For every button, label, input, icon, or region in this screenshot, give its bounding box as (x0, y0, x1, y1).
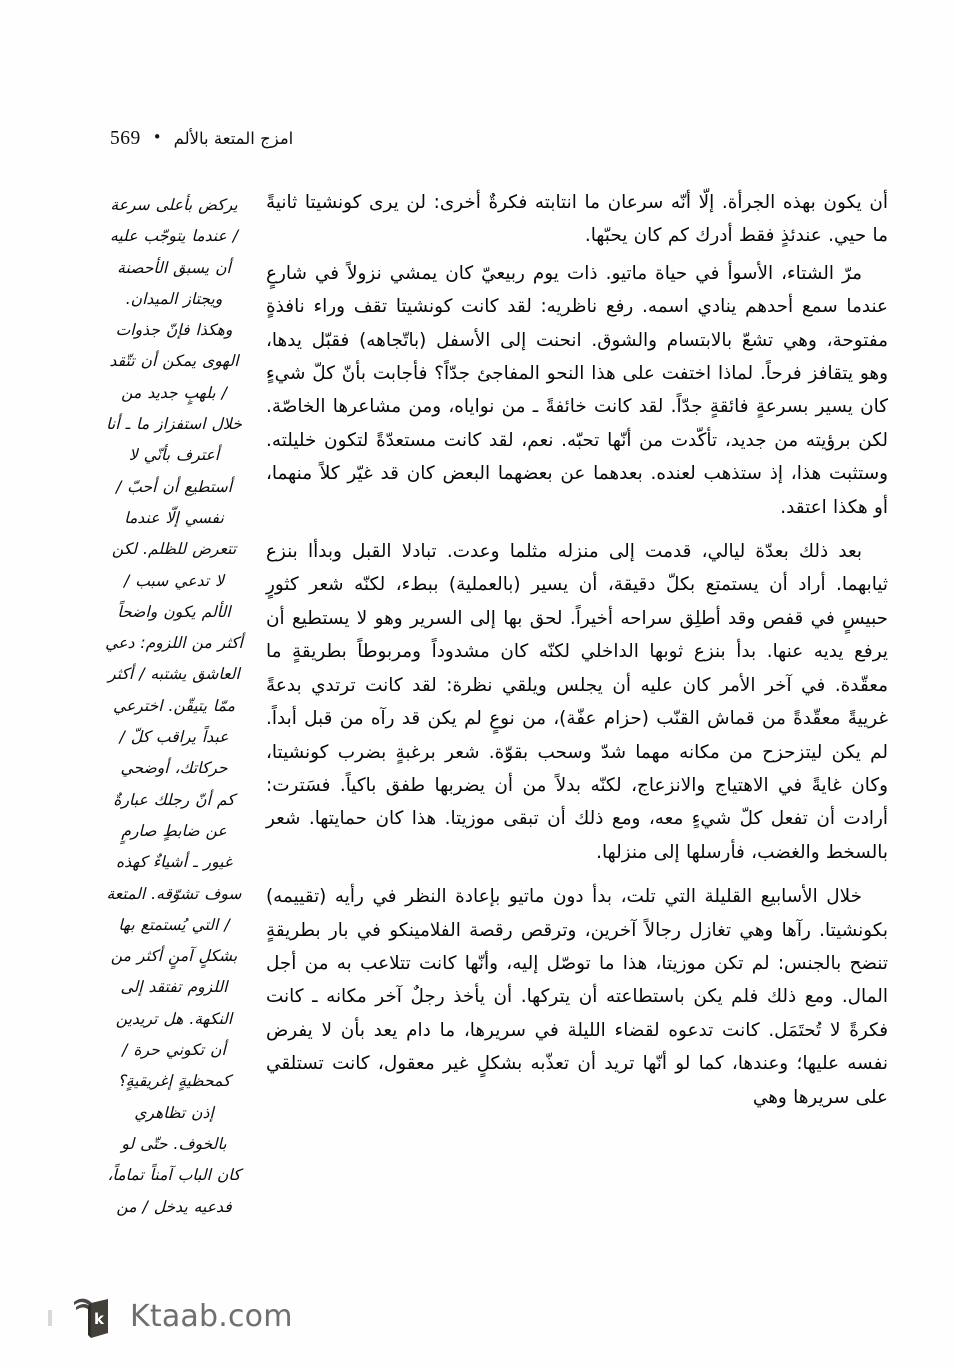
margin-line: / بلهبٍ جديد من (121, 383, 227, 402)
margin-line: غيور ـ أشياءٌ كهذه (115, 853, 233, 872)
paragraph: بعد ذلك بعدّة ليالي، قدمت إلى منزله مثلما وعدت. تبادلا القبل وبدأا بنزع ثيابهما. أراد أن يستمتع بكلّ دقيقة، أن يسير (بالعملية) ببطء، لكنّه شعر كثورٍ حبيسٍ في قفص وقد أطلِق سراحه أخيراً. لحق بها إلى السرير وهو لا يستطيع أن يرفع يديه عنها. بدأ بنزع ثوبها الداخلي لكنّه كان مشدوداً ومربوطاً بطريقةٍ ما معقّدة. في آخر الأمر كان عليه أن يجلس ويلقي نظرة: لقد كانت ترتدي بدعةً غرييةً معقّدةً من قماش القنّب (حزام عفّة)، من نوعٍ لم يكن قد رآه من قبل أبداً. لم يكن ليتزحزح من مكانه مهما شدّ وسحب بقوّة. شعر برغبةٍ بضرب كونشيتا، وكان غايةً في الاهتياج والانزعاج، لكنّه بدلاً من أن يضربها طفق باكياً. فسَترت: أرادت أن تفعل كلّ شيءٍ معه، ومع ذلك أن تبقى موزيتا. هذا كان حمايتها. شعر بالسخط والغضب، فأرسلها إلى منزلها. (266, 541, 888, 863)
margin-line: / عندما يتوجّب عليه (109, 227, 238, 246)
margin-line: العاشق يشتبه / أكثر (108, 665, 240, 684)
margin-line: أستطيع أن أحبّ / (115, 477, 233, 496)
paragraph: أن يكون بهذه الجرأة. إلّا أنّه سرعان ما انتابته فكرةٌ أخرى: لن يرى كونشيتا ثانيةً ما حيي. عندئذٍ فقط أدرك كم كان يحبّها. (266, 192, 888, 247)
svg-text:k: k (94, 1310, 104, 1328)
margin-line: خلال استفزاز ما ـ أنا (106, 415, 242, 434)
chapter-title: امزج المتعة بالألم (173, 129, 294, 148)
page-number: 569 (110, 128, 141, 149)
margin-line: عبداً يراقب كلّ / (119, 728, 229, 747)
margin-line: كمحظيةٍ إغريقيةٍ؟ (117, 1072, 231, 1091)
margin-line: كان الباب آمناً تماماً، (107, 1166, 241, 1185)
paragraph: مرّ الشتاء، الأسوأ في حياة ماتيو. ذات يوم ربيعيّ كان يمشي نزولاً في شارعٍ عندما سمع أحدهم ينادي اسمه. رفع ناظريه: لقد كانت كونشيتا تقف وراء نافذةٍ مفتوحة، وهي تشعّ بالابتسام والشوق. انحنت إلى الأسفل (باتّجاهه) فقبّل يدها، وهو يتقافز فرحاً. لماذا اختفت على هذا النحو المفاجئ جدّاً؟ فأجابت بأنّ كلّ شيءٍ كان يسير بسرعةٍ فائقةٍ جدّاً. لقد كانت خائفةً ـ من نواياه، ومن مشاعرها الخاصّة. لكن برؤيته من جديد، تأكّدت من أنّها تحبّه. نعم، لقد كانت مستعدّةً لتكون خليلته. وستثبت هذا، إذ ستذهب لعنده. بعدهما عن بعضهما البعض كان قد غيّر كلاً منهما، أو هكذا اعتقد. (266, 262, 888, 518)
book-icon (64, 1290, 116, 1342)
margin-line: بالخوف. حتّى لو (121, 1134, 227, 1153)
margin-line: ممّا يتيقّن. اخترعي (112, 696, 236, 715)
margin-line: إذن تظاهري (134, 1103, 214, 1122)
margin-line: / التي يُستمتع بها (118, 915, 230, 934)
margin-line: أكثر من اللزوم: دعي (105, 634, 243, 653)
margin-line: نفسي إلّا عندما (124, 508, 224, 527)
margin-line: أن تكوني حرة / (122, 1041, 226, 1060)
margin-line: لا تدعي سبب / (124, 571, 224, 590)
margin-line: بشكلٍ آمنٍ أكثر من (110, 947, 238, 966)
watermark (64, 1284, 293, 1348)
paragraph: خلال الأسابيع القليلة التي تلت، بدأ دون ماتيو بإعادة النظر في رأيه (تقييمه) بكونشيتا. رآها وهي تغازل رجالاً آخرين، وترقص رقصة الفلامينكو في بار بطريقةٍ تنضح بالجنس: لم تكن موزيتا، هذا ما توصّل إليه، وأنّها كانت تتلاعب به من أجل المال. ومع ذلك فلم يكن باستطاعته أن يتركها. أن يأخذ رجلٌ آخر مكانه ـ كانت فكرةً لا تُحتَمَل. كانت تدعوه لقضاء الليلة في سريرها، ما دام يعد بأن لا يفرض نفسه عليها؛ وعندها، كما لو أنّها تريد أن تعذّبه بشكلٍ غير معقول، كانت تستلقي على سريرها وهي (266, 886, 888, 1108)
margin-line: عن ضابطٍ صارمٍ (121, 821, 227, 840)
margin-line: ويجتاز الميدان. (125, 289, 223, 308)
margin-line: تتعرض للظلم. لكن (111, 540, 237, 559)
margin-line: كم أنّ رجلك عبارةٌ (113, 790, 235, 809)
margin-note-column (88, 190, 260, 1223)
watermark-brand: Ktaab.com (130, 1298, 293, 1334)
page-edge-mark (48, 1310, 52, 1326)
header-separator-dot: • (152, 128, 162, 146)
margin-line: الهوى يمكن أن تتّقد (109, 352, 239, 371)
margin-line: أن يسبق الأحصنة (117, 258, 231, 277)
margin-line: الألم يكون واضحاً (117, 602, 231, 621)
margin-line: يركض بأعلى سرعة (110, 196, 238, 214)
margin-line: حركاتك، أوضحي (120, 759, 228, 778)
main-text-column (266, 186, 888, 1125)
margin-line: النكهة. هل تريدين (115, 1009, 233, 1028)
text-columns (88, 186, 888, 1256)
margin-line: فدعيه يدخل / من (116, 1197, 232, 1216)
margin-line: وهكذا فإنّ جذوات (115, 321, 233, 340)
margin-line: سوف تشوّقه. المتعة (106, 884, 242, 903)
running-head (110, 128, 610, 158)
margin-line: اللزوم تفتقد إلى (120, 978, 228, 997)
margin-line: أعترف بأنّي لا (128, 446, 220, 465)
